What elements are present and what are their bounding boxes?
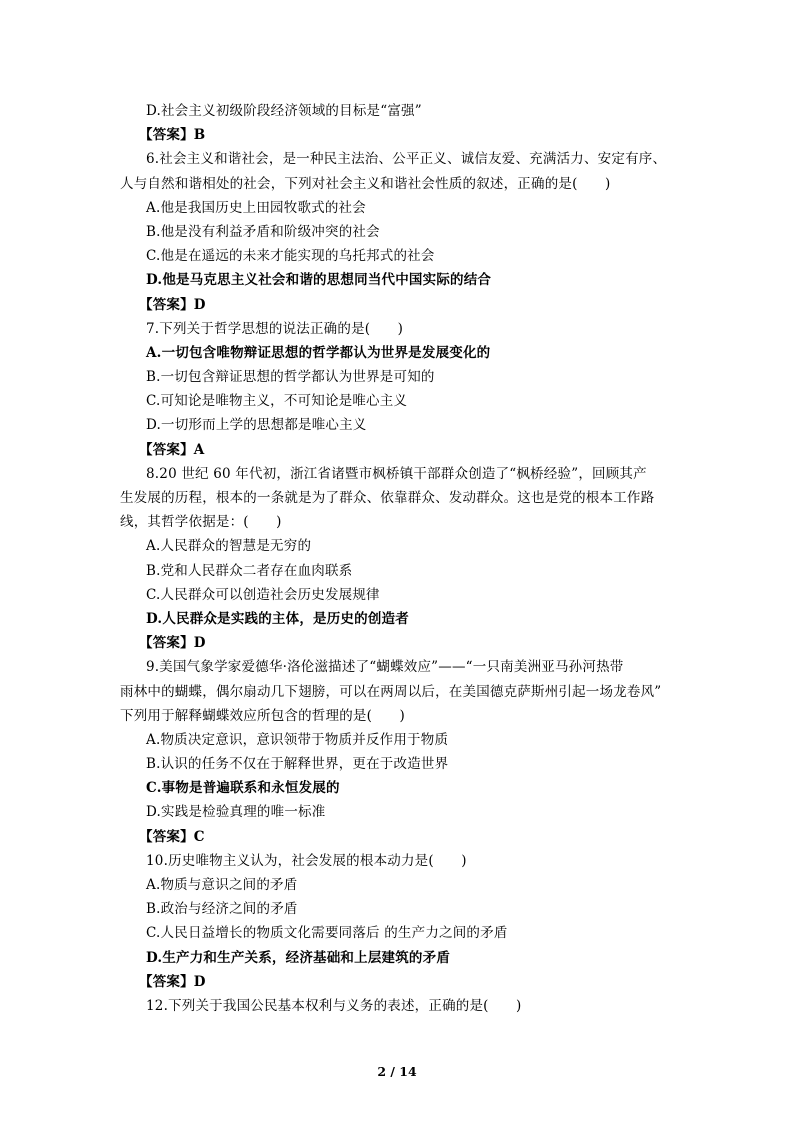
question-continuation: 雨林中的蝴蝶，偶尔扇动几下翅膀，可以在两周以后，在美国德克萨斯州引起一场龙卷风” (120, 683, 662, 700)
question-continuation: 生发展的历程，根本的一条就是为了群众、依靠群众、发动群众。这也是党的根本工作路 (120, 490, 655, 506)
answer-line: 【答案】A (139, 441, 205, 458)
answer-line: 【答案】D (139, 296, 206, 313)
option-line: C.他是在遥远的未来才能实现的乌托邦式的社会 (146, 248, 435, 265)
option-line: D.实践是检验真理的唯一标准 (146, 804, 326, 821)
question-continuation: 人与自然和谐相处的社会，下列对社会主义和谐社会性质的叙述，正确的是( ) (120, 175, 611, 192)
document-body (120, 99, 680, 1018)
question-line: 7.下列关于哲学思想的说法正确的是( ) (146, 320, 404, 337)
correct-option-line: D.他是马克思主义社会和谐的思想同当代中国实际的结合 (146, 272, 492, 289)
option-line: A.物质决定意识，意识领带于物质并反作用于物质 (146, 731, 449, 748)
question-line: 12.下列关于我国公民基本权利与义务的表述，正确的是( ) (146, 997, 522, 1014)
answer-line: 【答案】D (139, 635, 206, 652)
question-continuation: 线，其哲学依据是：( ) (120, 514, 282, 531)
question-continuation: 下列用于解释蝴蝶效应所包含的哲理的是( ) (120, 707, 405, 724)
question-line: 6.社会主义和谐社会，是一种民主法治、公平正义、诚信友爱、充满活力、安定有序、 (146, 151, 667, 168)
correct-option-line: C.事物是普遍联系和永恒发展的 (146, 780, 340, 797)
option-line: B.认识的任务不仅在于解释世界，更在于改造世界 (146, 756, 449, 773)
answer-line: 【答案】C (139, 828, 205, 845)
option-line: A.物质与意识之间的矛盾 (146, 877, 298, 893)
option-line: B.党和人民群众二者存在血肉联系 (146, 562, 353, 579)
question-line: 9.美国气象学家爱德华·洛伦滋描述了“蝴蝶效应”——“一只南美洲亚马孙河热带 (146, 659, 624, 676)
option-line: A.他是我国历史上田园牧歌式的社会 (146, 199, 366, 216)
option-line: C.人民群众可以创造社会历史发展规律 (146, 586, 380, 603)
option-line: D.社会主义初级阶段经济领域的目标是“富强” (146, 103, 422, 119)
answer-line: 【答案】B (139, 127, 206, 144)
option-line: B.政治与经济之间的矛盾 (146, 901, 298, 918)
correct-option-line: A.一切包含唯物辩证思想的哲学都认为世界是发展变化的 (146, 344, 491, 361)
question-line: 8.20 世纪 60 年代初，浙江省诸暨市枫桥镇干部群众创造了“枫桥经验”，回顾其产 (146, 465, 647, 482)
option-line: B.他是没有利益矛盾和阶级冲突的社会 (146, 223, 380, 240)
page-number: 2 / 14 (377, 1064, 417, 1079)
option-line: C.可知论是唯物主义，不可知论是唯心主义 (146, 393, 408, 410)
question-line: 10.历史唯物主义认为，社会发展的根本动力是( ) (146, 852, 467, 869)
correct-option-line: D.生产力和生产关系，经济基础和上层建筑的矛盾 (146, 949, 451, 966)
option-line: D.一切形而上学的思想都是唯心主义 (146, 417, 367, 434)
option-line: C.人民日益增长的物质文化需要同落后 的生产力之间的矛盾 (146, 925, 508, 942)
answer-line: 【答案】D (139, 973, 206, 990)
option-line: A.人民群众的智慧是无穷的 (146, 538, 312, 555)
correct-option-line: D.人民群众是实践的主体，是历史的创造者 (146, 610, 409, 627)
option-line: B.一切包含辩证思想的哲学都认为世界是可知的 (146, 369, 435, 386)
